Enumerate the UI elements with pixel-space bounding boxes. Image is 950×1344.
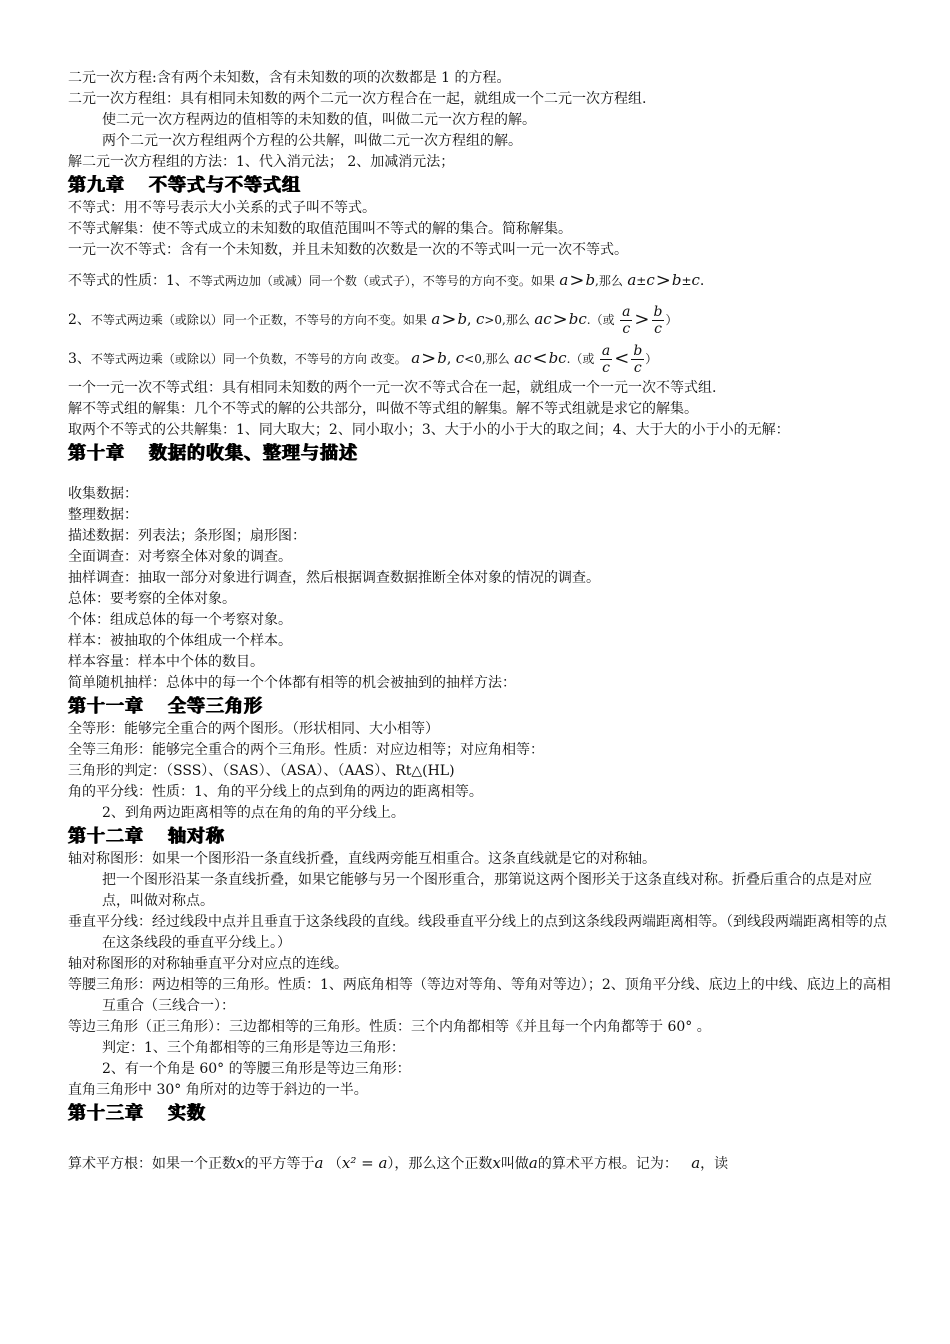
text-line: 简单随机抽样：总体中的每一个个体都有相等的机会被抽到的抽样方法： [68,675,516,691]
chapter-heading [68,441,898,466]
chapter-heading [68,173,898,198]
text-line: 总体：要考察的全体对象。 [68,591,236,607]
chapter-number: 第十一章 [68,696,144,717]
text-line: 不等式解集：使不等式成立的未知数的取值范围叫不等式的解的集合。简称解集。 [68,221,572,237]
inequality-property-2: 2、不等式两边乘（或除以）同一个正数，不等号的方向不变。如果 a>b, c>0,那么 ac>bc.（或 $\frac{a}{c}$ > $\frac{b}{c}$ ） [68,303,678,337]
text-line: 角的平分线：性质：1、角的平分线上的点到角的两边的距离相等。 [68,784,483,800]
fraction: $\frac{b}{c}$ [633,342,643,376]
text-line: 一元一次不等式：含有一个未知数，并且未知数的次数是一次的不等式叫一元一次不等式。 [68,242,628,258]
text-line: 个体：组成总体的每一个考察对象。 [68,612,292,628]
text-line: 样本容量：样本中个体的数目。 [68,654,264,670]
chapter-heading [68,1101,898,1126]
chapter-title: 轴对称 [168,826,225,847]
text-line: 垂直平分线：经过线段中点并且垂直于这条线段的直线。线段垂直平分线上的点到这条线段两端距离相等。（到线段两端距离相等的点在这条线段的垂直平分线上。） [68,914,887,951]
text-line: 全面调查：对考察全体对象的调查。 [68,549,292,565]
text-line: 整理数据： [68,507,138,523]
text-line: 样本：被抽取的个体组成一个样本。 [68,633,292,649]
text-line: 全等三角形：能够完全重合的两个三角形。性质：对应边相等；对应角相等： [68,742,544,758]
text-line: 取两个不等式的公共解集：1、同大取大；2、同小取小；3、大于小的小于大的取之间；4、大于大的小于小的无解： [68,422,790,438]
chapter-heading [68,694,898,719]
inequality-property-3: 3、不等式两边乘（或除以）同一个负数，不等号的方向 改变。 a>b, c<0,那么 ac<bc.（或 $\frac{a}{c}$ < $\frac{b}{c}$ ） [68,342,658,376]
text-line: 三角形的判定：（SSS）、（SAS）、（ASA）、（AAS）、Rt△(HL) [68,763,455,779]
text-line: 直角三角形中 30° 角所对的边等于斜边的一半。 [68,1082,368,1098]
text-line: 等边三角形（正三角形）：三边都相等的三角形。性质：三个内角都相等《并且每一个内角都等于 60° 。 [68,1019,711,1035]
chapter-number: 第九章 [68,175,125,196]
text-line: 二元一次方程组：具有相同未知数的两个二元一次方程合在一起，就组成一个二元一次方程组. [68,91,647,107]
chapter-title: 实数 [168,1103,206,1124]
text-line: 轴对称图形：如果一个图形沿一条直线折叠，直线两旁能互相重合。这条直线就是它的对称轴。 [68,851,656,867]
inequality-property-1: 不等式的性质：1、不等式两边加（或减）同一个数（或式子），不等号的方向不变。如果 a>b,那么 a±c>b±c. [68,270,705,291]
text-line: 解不等式组的解集：几个不等式的解的公共部分，叫做不等式组的解集。解不等式组就是求它的解集。 [68,401,698,417]
arithmetic-square-root-definition: 算术平方根：如果一个正数x的平方等于a （x² = a），那么这个正数x叫做a的算术平方根。记为： a，读 [68,1154,729,1172]
document-page [68,68,898,1183]
chapter-heading [68,824,898,849]
fraction: $\frac{a}{c}$ [622,303,631,337]
text-line: 解二元一次方程组的方法：1、代入消元法； 2、加减消元法； [68,154,455,170]
text-line: 描述数据：列表法；条形图；扇形图： [68,528,306,544]
chapter-number: 第十章 [68,443,125,464]
text-line: 二元一次方程:含有两个未知数，含有未知数的项的次数都是 1 的方程。 [68,70,511,86]
chapter-title: 全等三角形 [168,696,263,717]
chapter-number: 第十二章 [68,826,144,847]
text-line: 判定：1、三个角都相等的三角形是等边三角形： [102,1040,405,1056]
text-line: 收集数据： [68,486,138,502]
text-line: 把一个图形沿某一条直线折叠，如果它能够与另一个图形重合，那第说这两个图形关于这条直线对称。折叠后重合的点是对应点，叫做对称点。 [102,872,872,909]
text-line: 等腰三角形：两边相等的三角形。性质：1、两底角相等（等边对等角、等角对等边）；2、顶角平分线、底边上的中线、底边上的高相互重合（三线合一）： [68,977,891,1014]
text-line: 全等形：能够完全重合的两个图形。（形状相同、大小相等） [68,721,439,737]
fraction: $\frac{b}{c}$ [653,303,663,337]
text-line: 不等式：用不等号表示大小关系的式子叫不等式。 [68,200,376,216]
fraction: $\frac{a}{c}$ [601,342,611,376]
chapter-title: 不等式与不等式组 [149,175,301,196]
chapter-title: 数据的收集、整理与描述 [149,443,358,464]
text-line: 2、到角两边距离相等的点在角的角的平分线上。 [102,805,405,821]
text-line: 轴对称图形的对称轴垂直平分对应点的连线。 [68,956,348,972]
text-line: 抽样调查：抽取一部分对象进行调查，然后根据调查数据推断全体对象的情况的调查。 [68,570,600,586]
text-line: 一个一元一次不等式组：具有相同未知数的两个一元一次不等式合在一起，就组成一个一元一次不等式组. [68,380,717,396]
text-line: 2、有一个角是 60° 的等腰三角形是等边三角形： [102,1061,411,1077]
text-line: 两个二元一次方程组两个方程的公共解，叫做二元一次方程组的解。 [102,133,522,149]
chapter-number: 第十三章 [68,1103,144,1124]
text-line: 使二元一次方程两边的值相等的未知数的值，叫做二元一次方程的解。 [102,112,536,128]
